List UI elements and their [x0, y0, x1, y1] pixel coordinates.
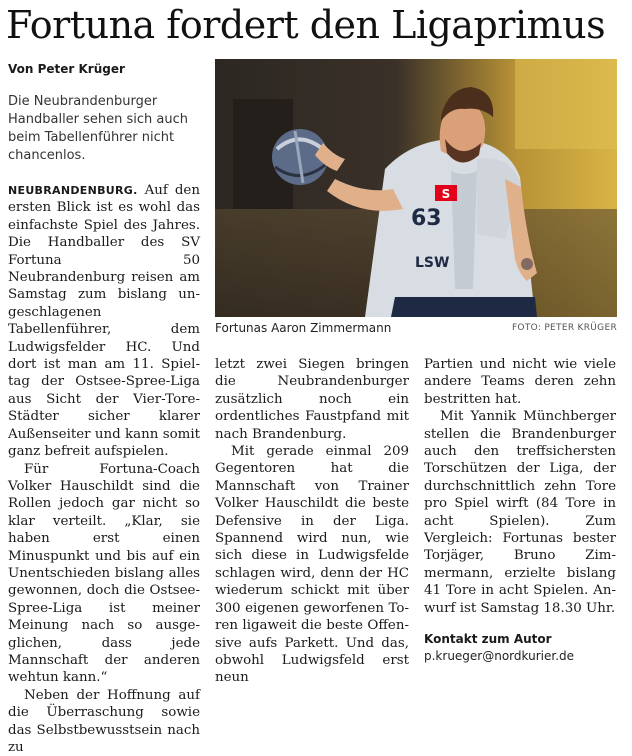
paragraph: Für Fortuna-Coach Volker Hauschildt sind die Rollen jedoch gar nicht so klar verteilt. „Klar, sie haben erst einen Minuspunkt und bis auf ein Unentschieden bislang alles gewonnen, doch die Ostsee-Spree-Liga ist meiner Meinung nach so ausgeglichen, dass jede Mannschaft der anderen wehtun kann.“ [8, 461, 200, 686]
svg-text:LSW: LSW [415, 255, 450, 271]
contact-email[interactable]: p.krueger@nordkurier.de [424, 649, 575, 663]
article-column-2 [215, 356, 409, 687]
article-column-3 [424, 356, 616, 617]
dateline: NEUBRANDENBURG. [8, 184, 138, 197]
svg-text:S: S [441, 187, 451, 201]
photo-credit: FOTO: PETER KRÜGER [511, 323, 617, 333]
contact-title: Kontakt zum Autor [424, 632, 552, 646]
paragraph: Mit gerade einmal 209 Gegentoren hat die Mannschaft von Trainer Volker Hauschildt die beste Defensive in der Liga. Spannend wird nun, wie sich diese in Ludwigsfelde schlagen wird, denn der HC wiederum schickt mit über 300 eigenen geworfenen Toren ligaweit die beste Offensive aufs Parkett. Und das, obwohl Ludwigsfeld erst neun [215, 444, 409, 686]
headline: Fortuna fordert den Ligaprimus [6, 3, 606, 47]
article-column-1 [8, 182, 200, 756]
paragraph [8, 182, 200, 461]
article-photo [215, 59, 617, 317]
paragraph-text: Auf den ersten Blick ist es wohl das einfachste Spiel des Jahres. Die Handballer des SV Fortuna 50 Neubrandenburg reisen am Samstag zum bislang ungeschlagenen Tabellenführer, dem Ludwigsfelder HC. Und dort ist man am 11. Spieltag der Ostsee-Spree-Liga aus Sicht der Vier-Tore-Städter sicher klarer Außenseiter und kann somit ganz befreit aufspielen. [8, 183, 200, 460]
teaser: Die Neubrandenburger Handballer sehen sich auch beim Tabellenführer nicht chancenlos. [8, 94, 189, 163]
photo-caption [215, 321, 617, 335]
paragraph: Partien und nicht wie viele andere Teams deren zehn bestritten hat. [424, 357, 616, 407]
byline: Von Peter Krüger [8, 62, 125, 76]
caption-text: Fortunas Aaron Zimmermann [215, 321, 392, 335]
paragraph: letzt zwei Siegen bringen die Neubrandenburger zusätzlich noch ein ordentliches Faustpfand mit nach Brandenburg. [215, 357, 409, 442]
handball-player-photo [215, 59, 617, 317]
jersey-number: 63 [411, 206, 442, 231]
paragraph: Mit Yannik Münchberger stellen die Brandenburger auch den treffsichersten Torschützen der Liga, der durchschnittlich zehn Tore pro Spiel wirft (84 Tore in acht Spielen). Zum Vergleich: Fortunas bester Torjäger, Bruno Zimmermann, erzielte bislang 41 Tore in acht Spielen. Anwurf ist Samstag 18.30 Uhr. [424, 409, 616, 616]
paragraph: Neben der Hoffnung auf die Überraschung sowie das Selbstbewusstsein nach zu [8, 687, 200, 755]
